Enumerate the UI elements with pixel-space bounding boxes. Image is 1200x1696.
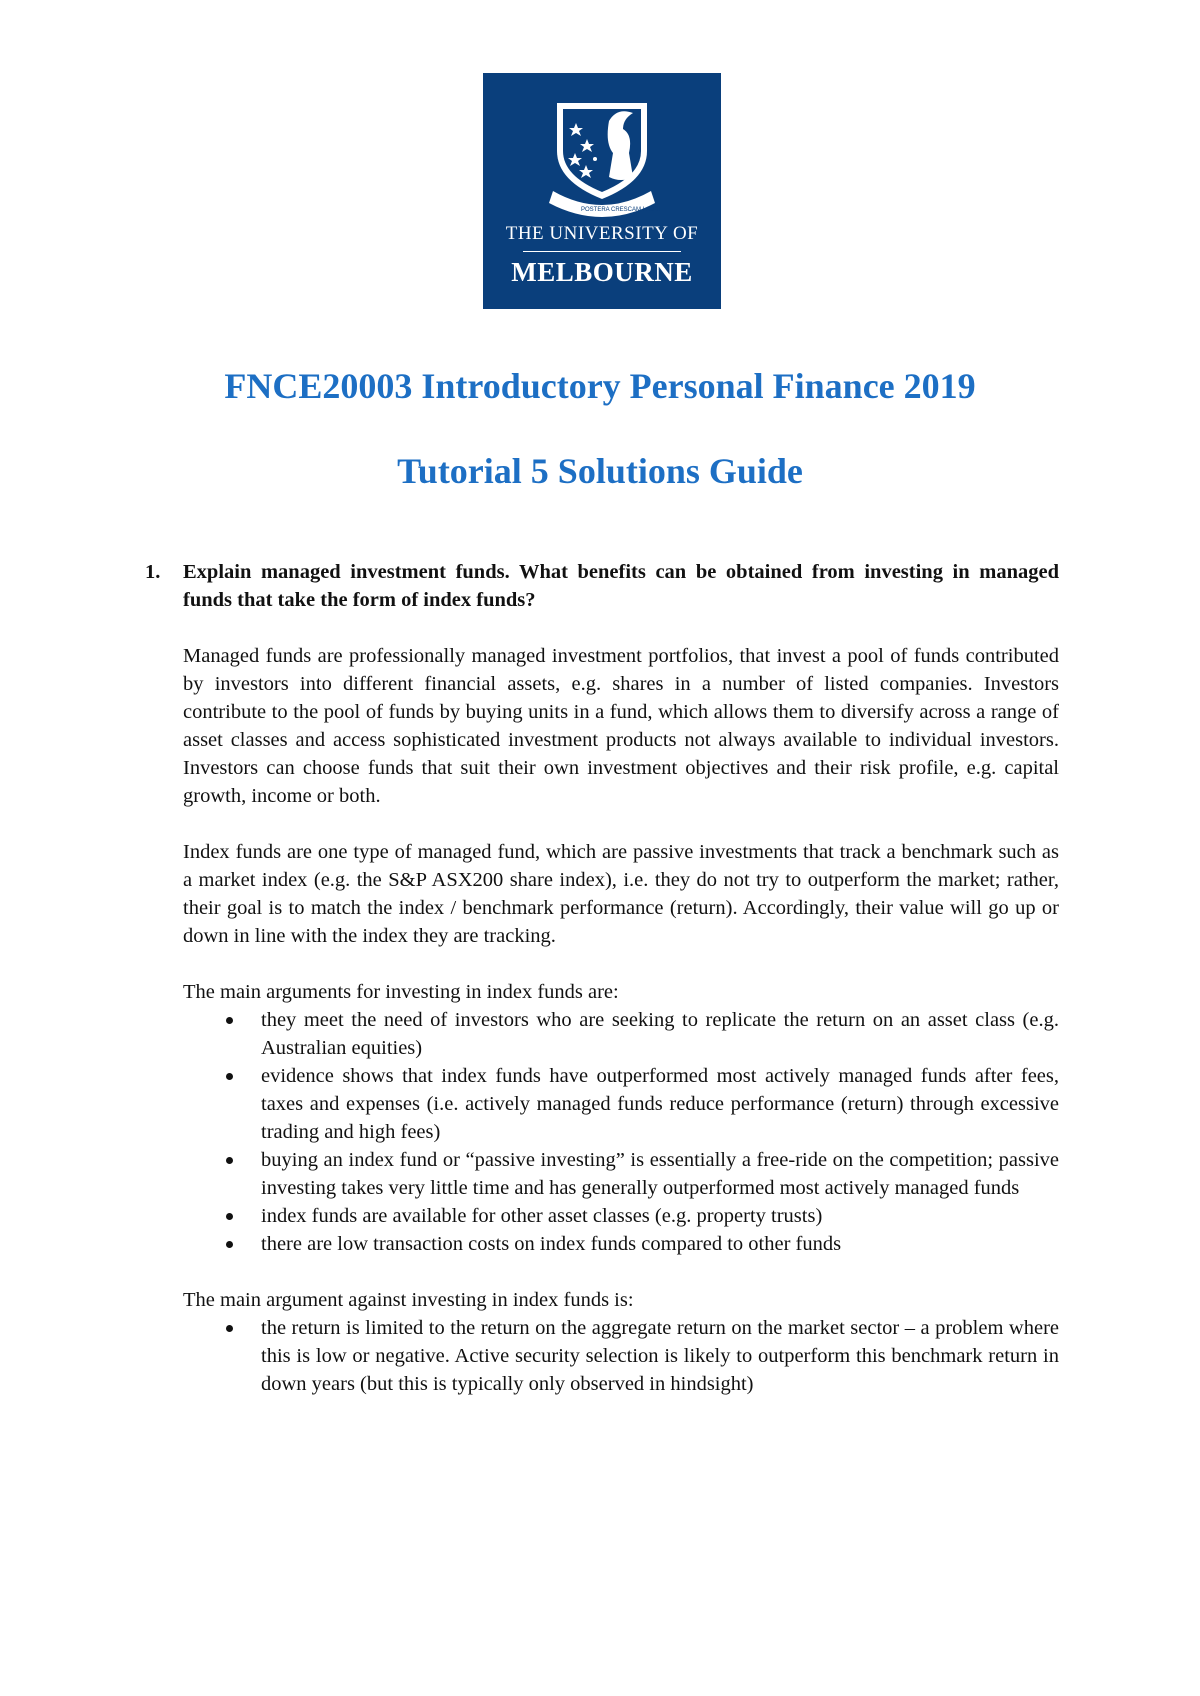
document-subtitle: Tutorial 5 Solutions Guide — [397, 451, 803, 491]
document-title: FNCE20003 Introductory Personal Finance 2019 — [224, 366, 976, 406]
list-item — [261, 1230, 1059, 1258]
list-item — [261, 1062, 1059, 1146]
bullet-icon — [226, 1073, 233, 1080]
list-item-text: there are low transaction costs on index funds compared to other funds — [261, 1233, 842, 1255]
logo-line-1: THE UNIVERSITY OF — [505, 223, 699, 244]
logo-divider — [523, 251, 681, 252]
document-body — [145, 558, 1059, 1398]
university-crest-icon — [483, 73, 721, 223]
list-item-text: evidence shows that index funds have outperformed most actively managed funds after fees, taxes and expenses (i.e. actively managed funds reduce performance (return) through excessive trading and high fees) — [261, 1065, 1059, 1143]
paragraph-managed-funds: Managed funds are professionally managed investment portfolios, that invest a pool of funds contributed by investors into different financial assets, e.g. shares in a number of listed companies. Investors contribute to the pool of funds by buying units in a fund, which allows them to diversify across a range of asset classes and access sophisticated investment products not always available to individual investors. Investors can choose funds that suit their own investment objectives and their risk profile, e.g. capital growth, income or both. — [183, 645, 1059, 807]
question-number: 1. — [145, 561, 161, 583]
paragraph-index-funds: Index funds are one type of managed fund, which are passive investments that track a benchmark such as a market index (e.g. the S&P ASX200 share index), i.e. they do not try to outperform the market; rather, their goal is to match the index / benchmark performance (return). Accordingly, their value will go up or down in line with the index they are tracking. — [183, 841, 1059, 947]
list-item-text: index funds are available for other asset classes (e.g. property trusts) — [261, 1205, 823, 1227]
list-item — [261, 1146, 1059, 1202]
bullet-icon — [226, 1213, 233, 1220]
question-1 — [145, 558, 1059, 614]
list-item-text: buying an index fund or “passive investing” is essentially a free-ride on the competition; passive investing takes very little time and has generally outperformed most actively managed funds — [261, 1149, 1059, 1199]
bullet-icon — [226, 1325, 233, 1332]
bullet-icon — [226, 1241, 233, 1248]
list-item-text: they meet the need of investors who are seeking to replicate the return on an asset class (e.g. Australian equities) — [261, 1009, 1059, 1059]
logo-line-2: MELBOURNE — [511, 257, 693, 287]
list-item — [261, 1314, 1059, 1398]
list-item — [261, 1006, 1059, 1062]
question-text: Explain managed investment funds. What benefits can be obtained from investing in managed funds that take the form of index funds? — [183, 561, 1059, 611]
arguments-for-list — [183, 1006, 1059, 1258]
list-item — [261, 1202, 1059, 1230]
bullet-icon — [226, 1157, 233, 1164]
university-logo — [483, 73, 721, 309]
bullet-icon — [226, 1017, 233, 1024]
arguments-for-lead: The main arguments for investing in index funds are: — [183, 981, 619, 1003]
logo-motto: POSTERA CRESCAM LAUDE — [581, 207, 663, 213]
list-item-text: the return is limited to the return on the aggregate return on the market sector – a problem where this is low or negative. Active security selection is likely to outperform this benchmark return in down years (but this is typically only observed in hindsight) — [261, 1317, 1059, 1395]
arguments-against-list — [183, 1314, 1059, 1398]
arguments-against-lead: The main argument against investing in index funds is: — [183, 1289, 634, 1311]
